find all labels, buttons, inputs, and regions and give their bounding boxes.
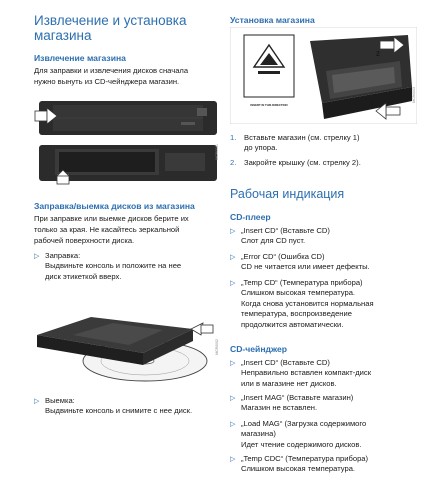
triangle-bullet-icon: ▷ xyxy=(230,280,236,287)
page-title-line2: магазина xyxy=(34,28,92,43)
indication-heading: Рабочая индикация xyxy=(230,187,345,201)
triangle-bullet-icon: ▷ xyxy=(34,253,40,260)
remove-heading: Извлечение магазина xyxy=(34,53,126,63)
unload-item-line: Выдвиньте консоль и снимите с нее диск. xyxy=(45,406,193,416)
insert-magazine-figure: INSERT IN THIS DIRECTION 2 1 MCR0003 xyxy=(230,27,417,124)
unload-item-title: Выемка: xyxy=(45,396,75,405)
load-item-title: Заправка: xyxy=(45,251,81,260)
load-item-line2: диск этикеткой вверх. xyxy=(45,271,122,281)
callout-2: 2 xyxy=(376,51,380,58)
page-title-line1: Извлечение и установка xyxy=(34,13,187,28)
callout-1: 1 xyxy=(370,101,374,108)
step-1-number: 1. xyxy=(230,133,237,142)
triangle-bullet-icon: ▷ xyxy=(230,395,236,402)
cd-changer-item-temp: ▷ „Temp CDC“ (Температура прибора) Слишком высокая температура. xyxy=(230,454,369,474)
triangle-bullet-icon: ▷ xyxy=(230,228,236,235)
load-text-line2: только за края. Не касайтесь зеркальной xyxy=(34,225,180,234)
step-1-line2: до упора. xyxy=(244,143,278,153)
cd-changer-item-load-mag: ▷ „Load MAG“ (Загрузка содержимого магазина) Идет чтение содержимого дисков. xyxy=(230,419,367,449)
triangle-bullet-icon: ▷ xyxy=(230,421,236,428)
remove-text-line2: нужно вынуть из CD-чейнджера магазин. xyxy=(34,77,180,86)
changer-front-svg xyxy=(33,96,219,192)
cd-changer-item-insert-mag: ▷ „Insert MAG“ (Вставьте магазин) Магазин не вставлен. xyxy=(230,393,354,413)
cd-player-item-temp: ▷ „Temp CD“ (Температура прибора) Слишком высокая температура. Когда снова установится нормальная температура, воспроизведение продолжится автоматически. xyxy=(230,278,374,329)
install-heading: Установка магазина xyxy=(230,15,315,25)
triangle-bullet-icon: ▷ xyxy=(34,398,40,405)
changer-front-figure: MCR0001 xyxy=(33,96,219,192)
magazine-disc-figure: MCR0002 xyxy=(33,295,219,387)
load-heading: Заправка/выемка дисков из магазина xyxy=(34,201,195,211)
triangle-bullet-icon: ▷ xyxy=(230,360,236,367)
unload-item xyxy=(34,396,220,418)
insert-magazine-svg xyxy=(230,27,417,124)
triangle-bullet-icon: ▷ xyxy=(230,456,236,463)
arrow-icon xyxy=(191,323,213,335)
step-1 xyxy=(230,133,420,155)
cd-changer-heading: CD-чейнджер xyxy=(230,344,287,354)
load-item xyxy=(34,251,220,285)
triangle-bullet-icon: ▷ xyxy=(230,254,236,261)
step-1-line1: Вставьте магазин (см. стрелку 1) xyxy=(244,133,360,142)
cd-player-item-error: ▷ „Error CD“ (Ошибка CD) CD не читается или имеет дефекты. xyxy=(230,252,370,272)
insert-direction-label: INSERT IN THIS DIRECTION xyxy=(250,103,288,107)
step-2-number: 2. xyxy=(230,158,237,167)
load-text-line1: При заправке или выемке дисков берите их xyxy=(34,214,189,223)
remove-text-line1: Для заправки и извлечения дисков сначала xyxy=(34,66,189,75)
step-2 xyxy=(230,158,420,170)
cd-player-heading: CD-плеер xyxy=(230,212,271,222)
magazine-disc-svg xyxy=(33,295,219,387)
step-2-text: Закройте крышку (см. стрелку 2). xyxy=(244,158,361,167)
load-item-line1: Выдвиньте консоль и положите на нее xyxy=(45,261,182,271)
cd-player-item-insert: ▷ „Insert CD“ (Вставьте CD) Слот для CD пуст. xyxy=(230,226,330,246)
load-text-line3: рабочей поверхности диска. xyxy=(34,236,135,245)
cd-changer-item-insert-cd: ▷ „Insert CD“ (Вставьте CD) Неправильно вставлен компакт-диск или в магазине нет дисков. xyxy=(230,358,372,388)
